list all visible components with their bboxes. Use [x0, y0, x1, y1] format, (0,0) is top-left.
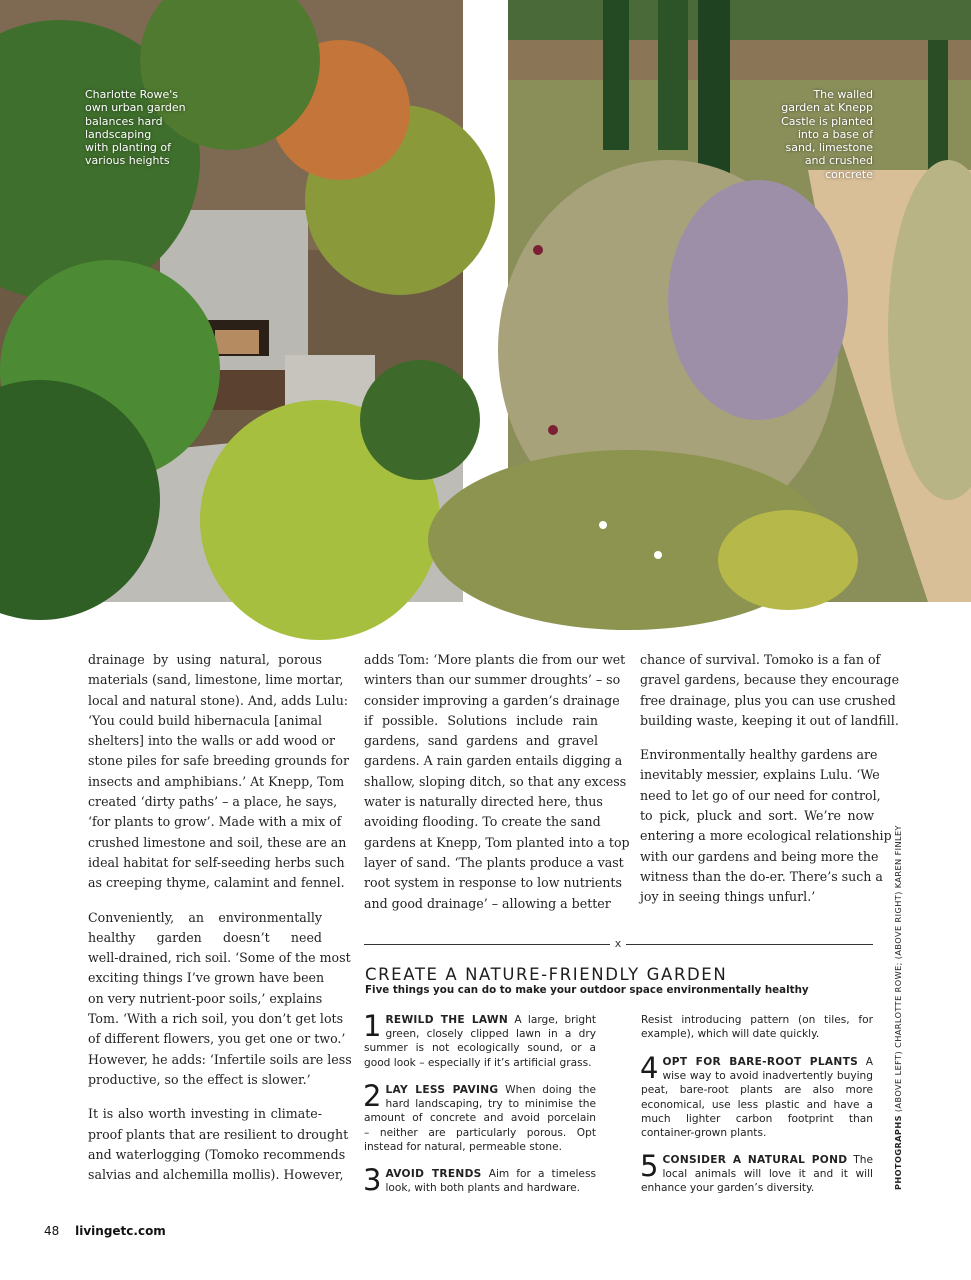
text-line: ‘for plants to grow’. Made with a mix of	[88, 814, 342, 830]
tip-heading: REWILD THE LAWN	[385, 1014, 509, 1026]
text-line: consider improving a garden’s drainage	[364, 692, 620, 708]
text-line: avoiding flooding. To create the sand	[364, 814, 601, 830]
caption-line: own urban garden	[85, 101, 186, 115]
caption-line: and crushed	[804, 154, 873, 168]
text-line: to pick, pluck and sort. We’re now	[640, 808, 874, 824]
text-line: materials (sand, limestone, lime mortar,	[88, 672, 344, 688]
caption-line: Charlotte Rowe's	[85, 88, 178, 101]
text-line: healthy garden doesn’t need	[88, 929, 322, 945]
page-number: 48	[44, 1224, 60, 1238]
tip-lay-less-paving	[363, 1079, 596, 1154]
tip-number: 1	[363, 1009, 382, 1043]
text-line: water is naturally directed here, thus	[364, 794, 603, 810]
photo-urban-garden	[0, 0, 463, 602]
tip-heading: CONSIDER A NATURAL POND	[662, 1154, 848, 1166]
caption-line: concrete	[825, 167, 873, 181]
text-line: shallow, sloping ditch, so that any excess	[364, 773, 627, 789]
tip-number: 2	[363, 1079, 382, 1113]
tip-line: economical, use less plastic and have a	[641, 1098, 873, 1111]
text-line: productive, so the effect is slower.’	[88, 1071, 311, 1087]
tip-text: The	[853, 1154, 873, 1166]
paragraph	[640, 650, 900, 731]
article-column-3	[640, 650, 900, 922]
tip-number: 4	[640, 1051, 659, 1085]
article-column-1	[88, 650, 352, 1199]
text-line: Conveniently, an environmentally	[88, 909, 322, 925]
credit-label: PHOTOGRAPHS	[893, 1115, 903, 1190]
text-line: and waterlogging (Tomoko recommends	[88, 1146, 346, 1162]
caption-line: into a base of	[797, 127, 873, 141]
caption-line: various heights	[85, 154, 170, 168]
tip-rewild-lawn	[363, 1009, 596, 1070]
tip-line: – neither are particularly porous. Opt	[364, 1126, 596, 1139]
caption-line: sand, limestone	[785, 141, 873, 155]
divider-mark: x	[610, 936, 626, 952]
text-line: gardens. A rain garden entails digging a	[364, 753, 623, 769]
tip-heading: OPT FOR BARE-ROOT PLANTS	[662, 1056, 859, 1068]
tip-line: local animals will love it and it will	[662, 1168, 873, 1181]
tip-line: example), which will date quickly.	[641, 1028, 820, 1041]
caption-line: with planting of	[85, 141, 172, 155]
text-line: exciting things I’ve grown have been	[88, 970, 325, 986]
tip-number: 5	[640, 1149, 659, 1183]
tip-line: look, with both plants and hardware.	[385, 1182, 580, 1195]
tip-line	[364, 1167, 596, 1181]
text-line: layer of sand. ‘The plants produce a vast	[364, 854, 624, 870]
text-line: free drainage, plus you can use crushed	[640, 692, 896, 708]
text-line: of different flowers, you get one or two.’	[88, 1031, 346, 1047]
tip-text: A	[865, 1056, 873, 1068]
text-line: root system in response to low nutrients	[364, 875, 622, 891]
text-line: adds Tom: ‘More plants die from our wet	[364, 652, 626, 667]
tip-line: good look – especially if it’s artificial grass.	[364, 1056, 592, 1069]
tip-line: wise way to avoid inadvertently buying	[662, 1070, 873, 1083]
text-line: as creeping thyme, calamint and fennel.	[88, 875, 345, 891]
caption-line: The walled	[813, 88, 873, 101]
text-line: inevitably messier, explains Lulu. ‘We	[640, 767, 880, 783]
text-line: stone piles for safe breeding grounds for	[88, 753, 349, 769]
text-line: gardens at Knepp, Tom planted into a top	[364, 834, 630, 850]
article-column-2	[364, 650, 630, 928]
text-line: building waste, keeping it out of landfill.	[640, 712, 899, 728]
text-line: drainage by using natural, porous	[88, 652, 322, 667]
text-line: Tom. ‘With a rich soil, you don’t get lots	[88, 1011, 344, 1027]
paragraph	[88, 1104, 349, 1185]
paragraph	[640, 745, 892, 907]
text-line: winters than our summer droughts’ – so	[364, 672, 621, 688]
tip-text: Aim for a timeless	[488, 1168, 596, 1180]
paragraph	[88, 908, 352, 1091]
text-line: created ‘dirty paths’ – a place, he says,	[88, 794, 338, 810]
text-line: salvias and alchemilla mollis). However,	[88, 1167, 344, 1183]
tip-natural-pond	[640, 1149, 873, 1196]
tip-line: hard landscaping, try to minimise the	[385, 1098, 596, 1111]
tip-line	[641, 1153, 873, 1167]
text-line: and good drainage’ – allowing a better	[364, 895, 611, 911]
box-subtitle: Five things you can do to make your outdoor space environmentally healthy	[365, 984, 809, 996]
text-line: Environmentally healthy gardens are	[640, 747, 878, 763]
tip-line: Resist introducing pattern (on tiles, for	[641, 1014, 873, 1026]
tip-line: enhance your garden’s diversity.	[641, 1182, 815, 1195]
text-line: with our gardens and being more the	[640, 848, 879, 864]
text-line: However, he adds: ‘Infertile soils are less	[88, 1051, 352, 1067]
text-line: gravel gardens, because they encourage	[640, 672, 900, 688]
photo-walled-garden	[508, 0, 971, 602]
page-footer	[44, 1224, 166, 1238]
tip-heading: AVOID TRENDS	[385, 1168, 482, 1180]
caption-right	[781, 88, 873, 181]
text-line: on very nutrient-poor soils,’ explains	[88, 990, 323, 1006]
caption-left	[85, 88, 186, 168]
text-line: ideal habitat for self-seeding herbs such	[88, 854, 345, 870]
tip-line: amount of concrete and avoid porcelain	[364, 1112, 596, 1125]
tip-line	[641, 1055, 873, 1069]
caption-line: balances hard	[85, 114, 163, 128]
tip-avoid-trends-continued	[641, 1013, 873, 1041]
text-line: need to let go of our need for control,	[640, 787, 881, 803]
text-line: gardens, sand gardens and gravel	[364, 733, 598, 749]
tip-line	[364, 1013, 596, 1027]
box-title: CREATE A NATURE-FRIENDLY GARDEN	[365, 965, 728, 984]
text-line: insects and amphibians.’ At Knepp, Tom	[88, 773, 345, 789]
tip-line: container-grown plants.	[641, 1127, 767, 1140]
photo-credit	[893, 825, 903, 1190]
text-line: proof plants that are resilient to drought	[88, 1126, 349, 1142]
text-line: crushed limestone and soil, these are an	[88, 834, 347, 850]
text-line: entering a more ecological relationship	[640, 828, 892, 844]
text-line: chance of survival. Tomoko is a fan of	[640, 652, 881, 667]
tip-number: 3	[363, 1163, 382, 1197]
text-line: shelters] into the walls or add wood or	[88, 733, 336, 749]
tip-line: summer is not ecologically sound, or a	[364, 1042, 596, 1055]
text-line: witness than the do-er. There’s such a	[640, 868, 883, 884]
text-line: joy in seeing things unfurl.’	[640, 889, 816, 905]
tip-line: much lighter carbon footprint than	[641, 1112, 873, 1125]
tip-text: A large, bright	[514, 1014, 596, 1026]
tip-line: green, closely clipped lawn in a dry	[385, 1028, 596, 1041]
tip-line: peat, bare-root plants are also more	[641, 1084, 873, 1097]
site-name: livingetc.com	[75, 1224, 166, 1238]
text-line: ‘You could build hibernacula [animal	[88, 712, 323, 728]
caption-line: garden at Knepp	[781, 101, 873, 115]
tip-bare-root-plants	[640, 1051, 873, 1140]
tip-heading: LAY LESS PAVING	[385, 1084, 499, 1096]
tip-text: When doing the	[505, 1084, 596, 1096]
caption-line: landscaping	[85, 127, 152, 141]
text-line: It is also worth investing in climate-	[88, 1106, 322, 1122]
text-line: if possible. Solutions include rain	[364, 712, 598, 728]
paragraph	[88, 650, 349, 894]
text-line: well-drained, rich soil. ‘Some of the most	[88, 950, 351, 966]
tip-avoid-trends	[363, 1163, 596, 1197]
credit-text: (ABOVE LEFT) CHARLOTTE ROWE; (ABOVE RIGHT) KAREN FINLEY	[893, 825, 903, 1113]
paragraph	[364, 650, 630, 914]
text-line: local and natural stone). And, adds Lulu:	[88, 692, 349, 708]
tip-line: instead for natural, permeable stone.	[364, 1140, 563, 1153]
caption-line: Castle is planted	[781, 114, 873, 128]
tip-line	[364, 1083, 596, 1097]
